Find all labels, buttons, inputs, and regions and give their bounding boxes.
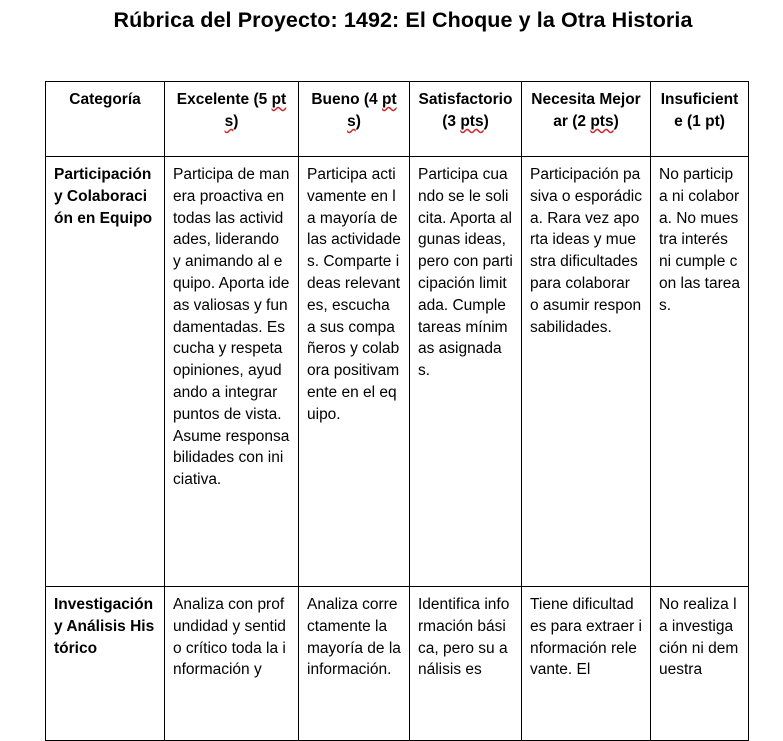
spellcheck-mark: pts: [347, 91, 397, 130]
category-cell: Investigación y Análisis Histórico: [46, 587, 165, 741]
spellcheck-mark: pts: [590, 112, 614, 130]
cell-excellent: Participa de manera proactiva en todas las actividades, liderando y animando al equipo. Aporta ideas valiosas y fundamentadas. Escucha y respeta opiniones, ayudando a integrar puntos de vista. Asume responsabilidades con iniciativa.: [165, 157, 299, 587]
table-row: [46, 157, 749, 587]
cell-insufficient: No realiza la investigación ni demuestra: [651, 587, 749, 741]
header-good: Bueno (4 pts): [299, 82, 410, 157]
header-category: Categoría: [46, 82, 165, 157]
cell-insufficient: No participa ni colabora. No muestra interés ni cumple con las tareas.: [651, 157, 749, 587]
spellcheck-mark: pts: [460, 112, 484, 130]
spellcheck-mark: pts: [224, 91, 287, 130]
document-title: Rúbrica del Proyecto: 1492: El Choque y la Otra Historia: [113, 8, 693, 32]
header-satisfactory: Satisfactorio (3 pts): [410, 82, 522, 157]
table-row: [46, 587, 749, 741]
header-excellent: Excelente (5 pts): [165, 82, 299, 157]
header-insufficient: Insuficiente (1 pt): [651, 82, 749, 157]
cell-needs-improvement: Tiene dificultades para extraer información relevante. El: [522, 587, 651, 741]
cell-satisfactory: Participa cuando se le solicita. Aporta algunas ideas, pero con participación limitada. Cumple tareas mínimas asignadas.: [410, 157, 522, 587]
rubric-table: [45, 81, 749, 741]
header-needs-improvement: Necesita Mejorar (2 pts): [522, 82, 651, 157]
header-row: [46, 82, 749, 157]
cell-satisfactory: Identifica información básica, pero su análisis es: [410, 587, 522, 741]
cell-excellent: Analiza con profundidad y sentido crítico toda la información y: [165, 587, 299, 741]
cell-good: Analiza correctamente la mayoría de la información.: [299, 587, 410, 741]
cell-needs-improvement: Participación pasiva o esporádica. Rara vez aporta ideas y muestra dificultades para colaborar o asumir responsabilidades.: [522, 157, 651, 587]
category-cell: Participación y Colaboración en Equipo: [46, 157, 165, 587]
cell-good: Participa activamente en la mayoría de las actividades. Comparte ideas relevantes, escucha a sus compañeros y colabora positivamente en el equipo.: [299, 157, 410, 587]
